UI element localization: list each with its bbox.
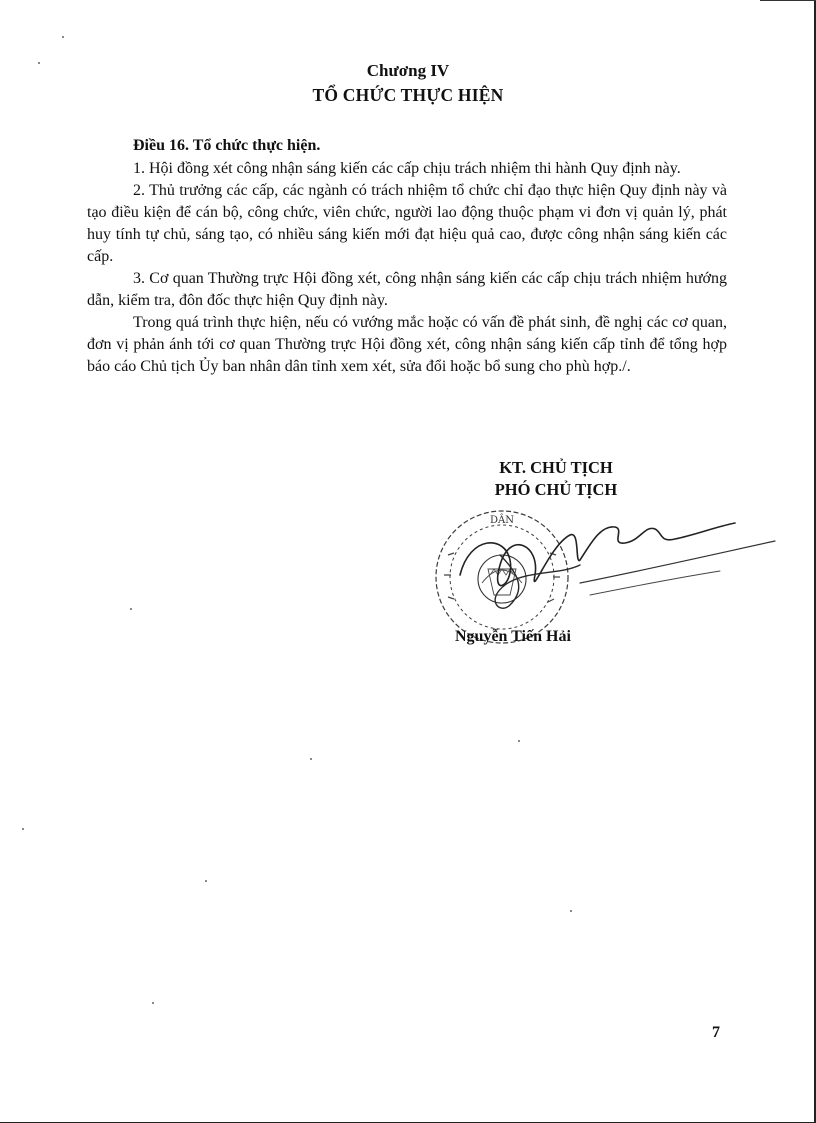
paragraph-3: 3. Cơ quan Thường trực Hội đồng xét, công nhận sáng kiến các cấp chịu trách nhiệm hướng dẫn, kiểm tra, đôn đốc thực hiện Quy định này. bbox=[87, 270, 727, 309]
scan-speck bbox=[130, 608, 132, 610]
signature-scribble bbox=[460, 523, 735, 586]
scan-speck bbox=[205, 880, 207, 882]
page-number: 7 bbox=[712, 1024, 720, 1041]
scan-speck bbox=[152, 1002, 154, 1004]
paragraph-1: 1. Hội đồng xét công nhận sáng kiến các cấp chịu trách nhiệm thi hành Quy định này. bbox=[133, 160, 681, 177]
scan-speck bbox=[62, 36, 64, 38]
signature-title-line1: KT. CHỦ TỊCH bbox=[499, 458, 613, 477]
signer-name: Nguyễn Tiến Hải bbox=[455, 628, 571, 645]
scan-speck bbox=[22, 828, 24, 830]
seal-lettering: DÂN bbox=[490, 515, 514, 526]
paragraph-4: Trong quá trình thực hiện, nếu có vướng mắc hoặc có vấn đề phát sinh, đề nghị các cơ quan, đơn vị phản ánh tới cơ quan Thường trực Hội đồng xét, công nhận sáng kiến cấp tỉnh để tổng hợp báo cáo Chủ tịch Ủy ban nhân dân tỉnh xem xét, sửa đổi hoặc bổ sung cho phù hợp./. bbox=[87, 314, 727, 375]
page-edge-line bbox=[760, 0, 816, 1]
scan-speck bbox=[518, 740, 520, 742]
paragraph-2: 2. Thủ trưởng các cấp, các ngành có trách nhiệm tổ chức chỉ đạo thực hiện Quy định này và tạo điều kiện để cán bộ, công chức, viên chức, người lao động thuộc phạm vi đơn vị quản lý, phát huy tính tự chủ, sáng tạo, có nhiều sáng kiến mới đạt hiệu quả cao, được công nhận sáng kiến các cấp. bbox=[87, 182, 727, 265]
article-title: Điều 16. Tổ chức thực hiện. bbox=[133, 137, 321, 154]
seal-outer-ring bbox=[436, 511, 568, 643]
signature-block bbox=[446, 457, 666, 501]
scan-speck bbox=[310, 758, 312, 760]
scan-speck bbox=[570, 910, 572, 912]
chapter-heading: TỔ CHỨC THỰC HIỆN bbox=[312, 85, 504, 105]
scan-speck bbox=[38, 62, 40, 64]
chapter-title: Chương IV bbox=[366, 61, 450, 80]
signature-title-line2: PHÓ CHỦ TỊCH bbox=[494, 480, 618, 499]
document-body bbox=[87, 158, 727, 378]
